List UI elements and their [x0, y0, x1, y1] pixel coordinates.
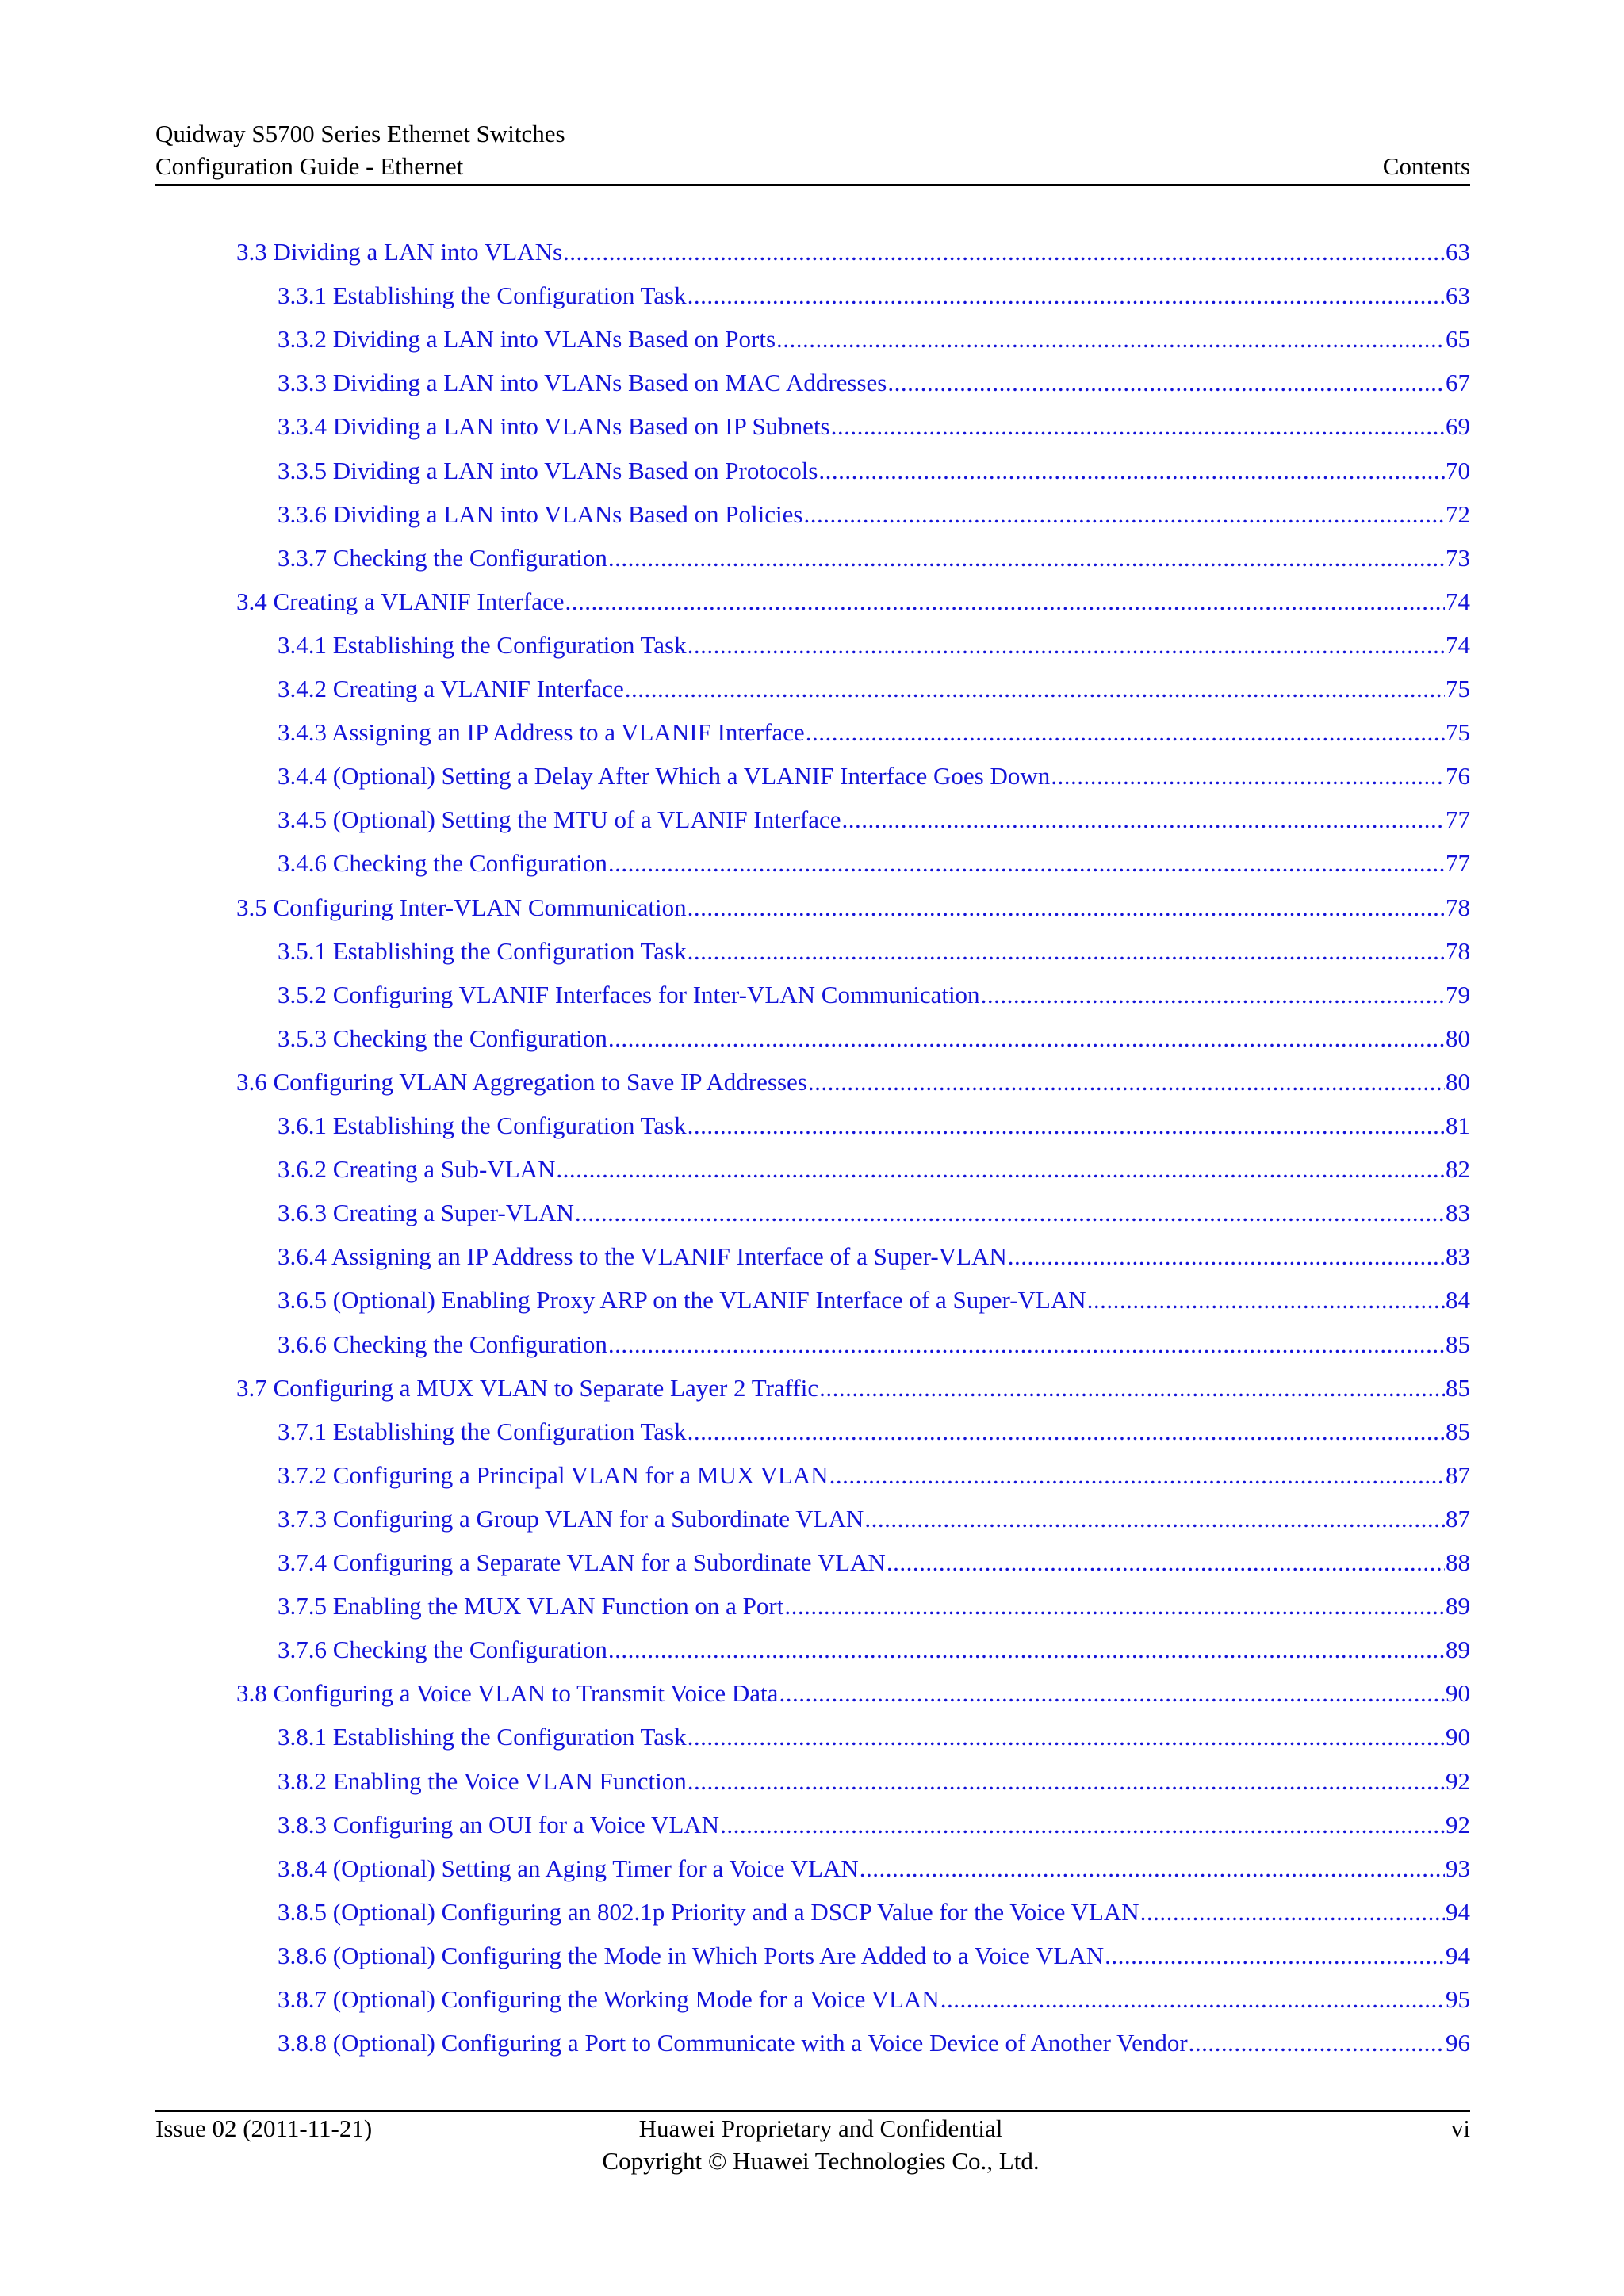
toc-entry-title: 3.8.5 (Optional) Configuring an 802.1p Priority and a DSCP Value for the Voice VLAN [278, 1898, 1139, 1926]
page-header [155, 117, 1470, 182]
toc-entry-page: 73 [1446, 544, 1470, 572]
toc-entry-title: 3.8 Configuring a Voice VLAN to Transmit Voice Data [236, 1679, 779, 1707]
toc-entry[interactable] [278, 404, 1470, 448]
toc-entry-page: 81 [1446, 1112, 1470, 1139]
toc-entry[interactable] [236, 1060, 1470, 1104]
toc-entry-title: 3.8.7 (Optional) Configuring the Working Mode for a Voice VLAN [278, 1985, 940, 2013]
toc-entry-page: 96 [1446, 2029, 1470, 2057]
toc-entry-page: 72 [1446, 500, 1470, 528]
toc-entry-page: 74 [1446, 631, 1470, 659]
toc-entry-page: 80 [1446, 1024, 1470, 1052]
toc-entry[interactable] [278, 841, 1470, 885]
toc-entry[interactable] [278, 1191, 1470, 1234]
toc-entry[interactable] [278, 710, 1470, 754]
toc-entry-page: 95 [1446, 1985, 1470, 2013]
toc-entry-title: 3.7.4 Configuring a Separate VLAN for a Subordinate VLAN [278, 1548, 886, 1576]
toc-entry[interactable] [278, 536, 1470, 580]
toc-entry-page: 83 [1446, 1242, 1470, 1270]
toc-entry-title: 3.6.6 Checking the Configuration [278, 1330, 607, 1358]
toc-entry[interactable] [278, 1890, 1470, 1934]
toc-dot-leader [1051, 754, 1445, 798]
toc-entry-title: 3.7.6 Checking the Configuration [278, 1636, 607, 1663]
toc-entry-page: 65 [1446, 325, 1470, 353]
toc-dot-leader [1140, 1890, 1445, 1934]
toc-entry-title: 3.5.2 Configuring VLANIF Interfaces for Inter-VLAN Communication [278, 981, 980, 1008]
copyright-block [155, 2112, 1470, 2177]
toc-entry[interactable] [278, 1104, 1470, 1147]
toc-dot-leader [720, 1803, 1445, 1846]
toc-entry[interactable] [278, 1540, 1470, 1584]
toc-entry-page: 63 [1446, 281, 1470, 309]
toc-dot-leader [688, 1104, 1445, 1147]
toc-entry-page: 70 [1446, 457, 1470, 484]
toc-entry-page: 78 [1446, 894, 1470, 921]
toc-entry[interactable] [278, 1497, 1470, 1540]
toc-entry-title: 3.3.1 Establishing the Configuration Task [278, 281, 687, 309]
toc-dot-leader [887, 1540, 1445, 1584]
toc-entry-page: 82 [1446, 1155, 1470, 1183]
toc-entry-title: 3.3.5 Dividing a LAN into VLANs Based on Protocols [278, 457, 818, 484]
toc-dot-leader [842, 798, 1445, 841]
toc-entry-page: 63 [1446, 238, 1470, 266]
toc-dot-leader [806, 710, 1445, 754]
toc-entry-title: 3.7.3 Configuring a Group VLAN for a Subordinate VLAN [278, 1505, 864, 1533]
toc-dot-leader [829, 1453, 1445, 1497]
toc-entry[interactable] [278, 1234, 1470, 1278]
toc-entry-title: 3.4.1 Establishing the Configuration Task [278, 631, 687, 659]
toc-entry[interactable] [278, 1628, 1470, 1671]
toc-entry-title: 3.4.2 Creating a VLANIF Interface [278, 675, 624, 702]
toc-dot-leader [864, 1497, 1445, 1540]
toc-entry-page: 79 [1446, 981, 1470, 1008]
toc-dot-leader [1189, 2021, 1445, 2064]
toc-entry-title: 3.3.6 Dividing a LAN into VLANs Based on Policies [278, 500, 803, 528]
toc-entry[interactable] [278, 274, 1470, 317]
toc-entry[interactable] [278, 1977, 1470, 2021]
toc-entry-title: 3.4.3 Assigning an IP Address to a VLANIF Interface [278, 718, 805, 746]
toc-dot-leader [688, 623, 1445, 667]
toc-entry[interactable] [278, 623, 1470, 667]
toc-entry-page: 89 [1446, 1636, 1470, 1663]
toc-dot-leader [1087, 1278, 1445, 1322]
toc-entry-title: 3.4.6 Checking the Configuration [278, 849, 607, 877]
toc-entry-title: 3.7.2 Configuring a Principal VLAN for a MUX VLAN [278, 1461, 829, 1489]
toc-entry[interactable] [278, 667, 1470, 710]
toc-entry-page: 77 [1446, 806, 1470, 833]
toc-entry[interactable] [278, 1322, 1470, 1366]
toc-entry-title: 3.8.6 (Optional) Configuring the Mode in Which Ports Are Added to a Voice VLAN [278, 1942, 1105, 1969]
toc-dot-leader [688, 929, 1445, 973]
toc-entry[interactable] [236, 1366, 1470, 1410]
toc-dot-leader [608, 1628, 1445, 1671]
toc-entry-title: 3.6 Configuring VLAN Aggregation to Save IP Addresses [236, 1068, 807, 1096]
toc-dot-leader [575, 1191, 1445, 1234]
toc-entry[interactable] [236, 230, 1470, 274]
toc-dot-leader [556, 1147, 1445, 1191]
toc-entry[interactable] [278, 1453, 1470, 1497]
toc-dot-leader [608, 536, 1445, 580]
toc-entry[interactable] [278, 1846, 1470, 1890]
toc-entry-page: 75 [1446, 718, 1470, 746]
toc-entry-title: 3.3 Dividing a LAN into VLANs [236, 238, 563, 266]
toc-entry-page: 76 [1446, 762, 1470, 790]
toc-entry-title: 3.5.1 Establishing the Configuration Task [278, 937, 687, 965]
toc-entry-title: 3.7.5 Enabling the MUX VLAN Function on a Port [278, 1592, 784, 1620]
toc-entry-page: 94 [1446, 1898, 1470, 1926]
toc-dot-leader [688, 274, 1445, 317]
toc-dot-leader [688, 1759, 1445, 1803]
toc-entry-title: 3.6.4 Assigning an IP Address to the VLANIF Interface of a Super-VLAN [278, 1242, 1007, 1270]
toc-entry-page: 78 [1446, 937, 1470, 965]
toc-entry[interactable] [278, 1803, 1470, 1846]
toc-entry-page: 89 [1446, 1592, 1470, 1620]
toc-dot-leader [625, 667, 1445, 710]
toc-dot-leader [808, 1060, 1445, 1104]
toc-entry-title: 3.8.3 Configuring an OUI for a Voice VLAN [278, 1811, 720, 1839]
toc-dot-leader [779, 1671, 1445, 1715]
toc-entry-title: 3.3.7 Checking the Configuration [278, 544, 607, 572]
toc-entry[interactable] [278, 1278, 1470, 1322]
toc-entry[interactable] [278, 1759, 1470, 1803]
toc-entry-title: 3.3.4 Dividing a LAN into VLANs Based on IP Subnets [278, 412, 830, 440]
section-name: Contents [1382, 152, 1470, 180]
toc-entry[interactable] [278, 973, 1470, 1016]
toc-entry[interactable] [278, 1934, 1470, 1977]
toc-entry-page: 80 [1446, 1068, 1470, 1096]
issue-date: Issue 02 (2011-11-21) [155, 2114, 373, 2142]
toc-dot-leader [831, 404, 1445, 448]
toc-entry-page: 69 [1446, 412, 1470, 440]
toc-entry-title: 3.3.2 Dividing a LAN into VLANs Based on Ports [278, 325, 776, 353]
toc-entry-title: 3.7.1 Establishing the Configuration Task [278, 1418, 687, 1445]
toc-entry-title: 3.3.3 Dividing a LAN into VLANs Based on MAC Addresses [278, 369, 887, 396]
toc-entry[interactable] [278, 1715, 1470, 1758]
toc-entry-title: 3.6.1 Establishing the Configuration Task [278, 1112, 687, 1139]
toc-entry-title: 3.8.1 Establishing the Configuration Task [278, 1723, 687, 1751]
toc-entry[interactable] [278, 1584, 1470, 1628]
toc-dot-leader [981, 973, 1445, 1016]
toc-entry[interactable] [236, 1671, 1470, 1715]
toc-dot-leader [608, 1016, 1445, 1060]
toc-entry-page: 85 [1446, 1418, 1470, 1445]
toc-entry-page: 92 [1446, 1811, 1470, 1839]
toc-dot-leader [565, 580, 1445, 623]
toc-entry-title: 3.4.4 (Optional) Setting a Delay After Which a VLANIF Interface Goes Down [278, 762, 1051, 790]
toc-entry-title: 3.8.2 Enabling the Voice VLAN Function [278, 1767, 687, 1795]
toc-entry[interactable] [278, 1016, 1470, 1060]
toc-entry[interactable] [278, 317, 1470, 361]
toc-entry-title: 3.8.8 (Optional) Configuring a Port to Communicate with a Voice Device of Another Vendor [278, 2029, 1188, 2057]
header-row [155, 150, 1470, 182]
toc-entry-page: 88 [1446, 1548, 1470, 1576]
copyright-notice: Copyright © Huawei Technologies Co., Ltd. [602, 2147, 1040, 2175]
document-subtitle: Configuration Guide - Ethernet [155, 152, 464, 180]
document-title: Quidway S5700 Series Ethernet Switches [155, 120, 565, 147]
toc-entry-page: 85 [1446, 1374, 1470, 1402]
confidentiality-notice: Huawei Proprietary and Confidential [638, 2114, 1003, 2142]
toc-dot-leader [887, 361, 1445, 404]
toc-entry[interactable] [278, 754, 1470, 798]
toc-entry-title: 3.4 Creating a VLANIF Interface [236, 587, 565, 615]
header-divider [155, 184, 1470, 186]
toc-dot-leader [608, 1322, 1445, 1366]
toc-dot-leader [819, 1366, 1445, 1410]
toc-entry[interactable] [278, 929, 1470, 973]
toc-entry-page: 84 [1446, 1286, 1470, 1314]
toc-entry[interactable] [278, 798, 1470, 841]
toc-entry-page: 94 [1446, 1942, 1470, 1969]
toc-entry-page: 92 [1446, 1767, 1470, 1795]
toc-entry-title: 3.6.3 Creating a Super-VLAN [278, 1199, 574, 1226]
toc-entry-page: 83 [1446, 1199, 1470, 1226]
toc-entry-title: 3.7 Configuring a MUX VLAN to Separate Layer 2 Traffic [236, 1374, 819, 1402]
toc-entry-page: 75 [1446, 675, 1470, 702]
toc-dot-leader [688, 886, 1445, 929]
toc-dot-leader [563, 230, 1445, 274]
toc-dot-leader [776, 317, 1445, 361]
toc-dot-leader [688, 1410, 1445, 1453]
toc-entry-page: 87 [1446, 1505, 1470, 1533]
toc-entry-page: 67 [1446, 369, 1470, 396]
toc-dot-leader [940, 1977, 1445, 2021]
toc-entry-page: 90 [1446, 1723, 1470, 1751]
toc-entry-title: 3.6.5 (Optional) Enabling Proxy ARP on the VLANIF Interface of a Super-VLAN [278, 1286, 1086, 1314]
toc-entry-page: 90 [1446, 1679, 1470, 1707]
toc-entry-title: 3.5.3 Checking the Configuration [278, 1024, 607, 1052]
toc-entry-page: 74 [1446, 587, 1470, 615]
toc-dot-leader [803, 492, 1445, 536]
toc-entry-title: 3.4.5 (Optional) Setting the MTU of a VLANIF Interface [278, 806, 841, 833]
toc-dot-leader [860, 1846, 1445, 1890]
toc-dot-leader [1008, 1234, 1445, 1278]
toc-dot-leader [784, 1584, 1445, 1628]
toc-entry[interactable] [278, 1147, 1470, 1191]
toc-entry[interactable] [278, 449, 1470, 492]
toc-entry[interactable] [278, 361, 1470, 404]
toc-entry[interactable] [278, 2021, 1470, 2064]
toc-dot-leader [1105, 1934, 1445, 1977]
page-number: vi [1450, 2114, 1470, 2142]
toc-entry-page: 87 [1446, 1461, 1470, 1489]
toc-entry-page: 85 [1446, 1330, 1470, 1358]
toc-entry[interactable] [236, 580, 1470, 623]
toc-entry[interactable] [278, 1410, 1470, 1453]
toc-dot-leader [818, 449, 1445, 492]
toc-entry-page: 93 [1446, 1854, 1470, 1882]
toc-dot-leader [688, 1715, 1445, 1758]
toc-entry[interactable] [236, 886, 1470, 929]
toc-entry[interactable] [278, 492, 1470, 536]
toc-entry-title: 3.6.2 Creating a Sub-VLAN [278, 1155, 556, 1183]
toc-entry-title: 3.8.4 (Optional) Setting an Aging Timer for a Voice VLAN [278, 1854, 859, 1882]
toc-entry-title: 3.5 Configuring Inter-VLAN Communication [236, 894, 687, 921]
toc-dot-leader [608, 841, 1445, 885]
toc-entry-page: 77 [1446, 849, 1470, 877]
